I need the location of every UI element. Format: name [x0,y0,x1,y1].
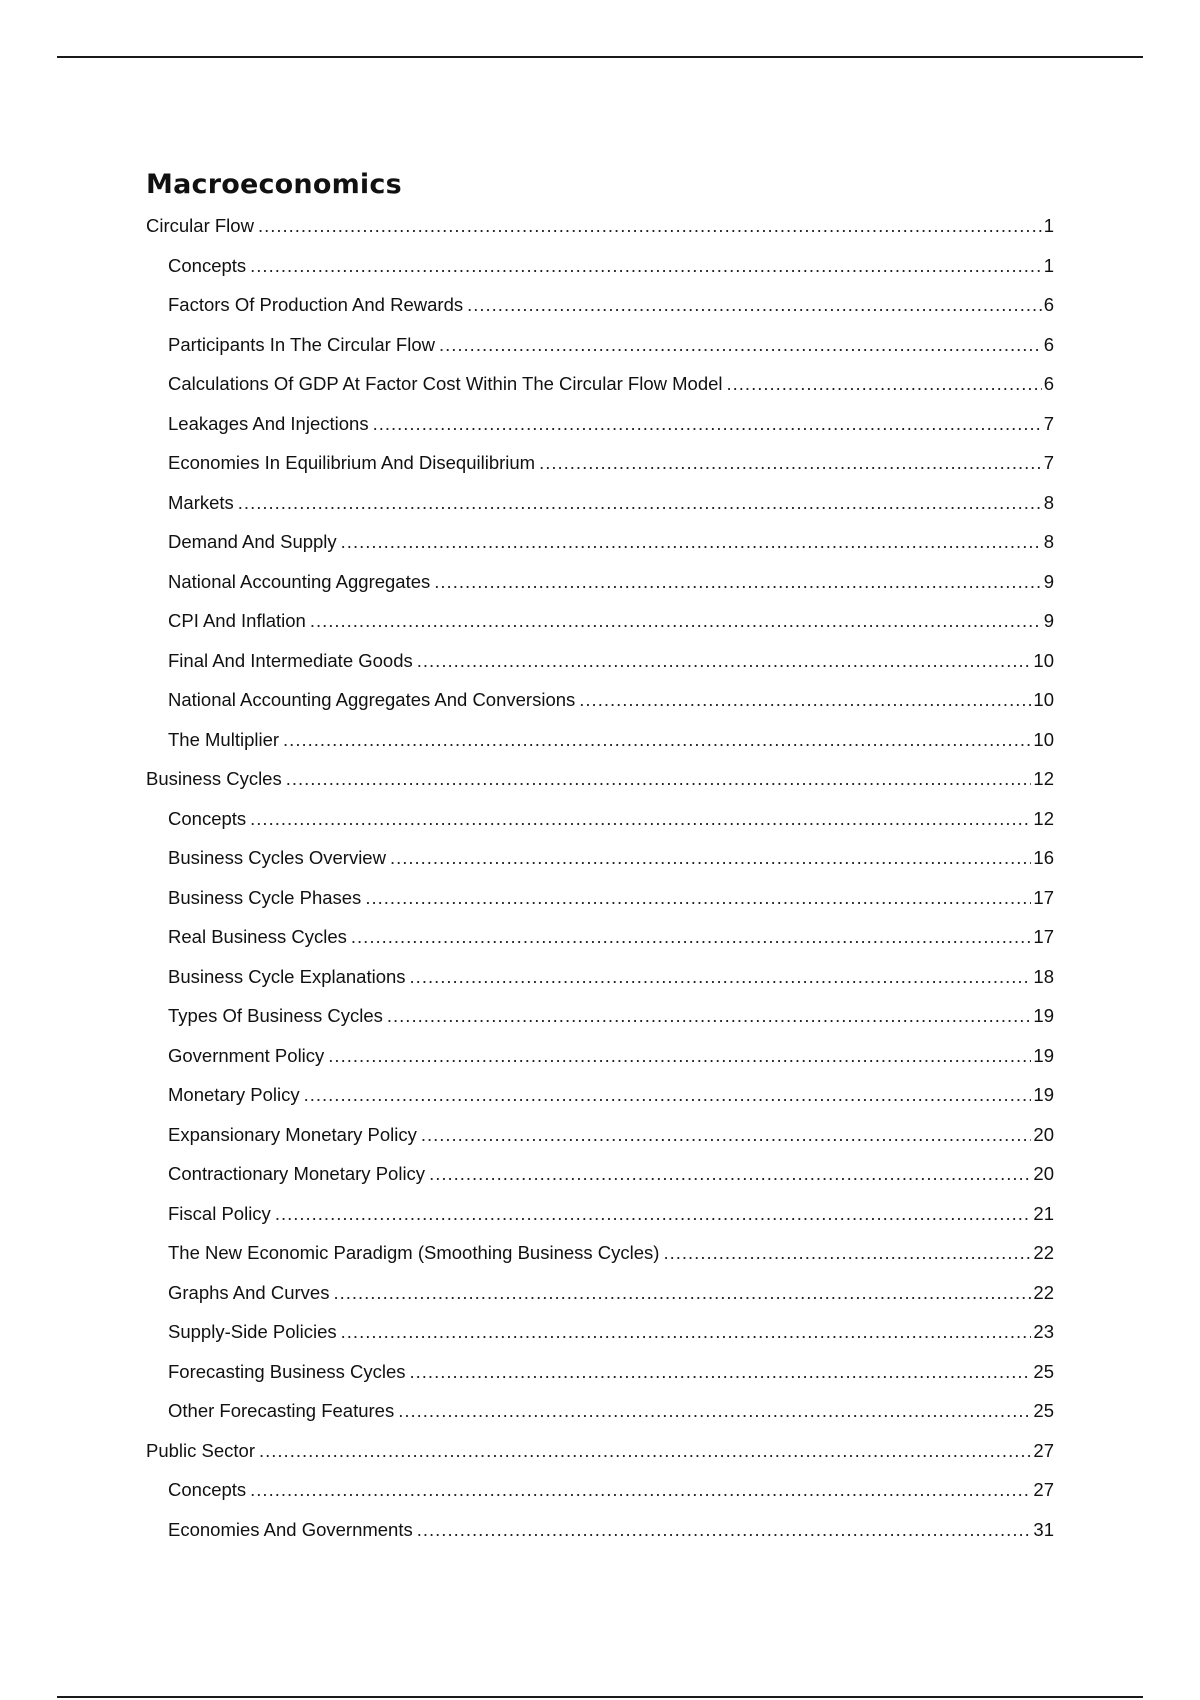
toc-page-number: 25 [1033,1400,1054,1421]
toc-entry-label: Business Cycles Overview [168,847,386,868]
toc-subsection-entry[interactable] [146,1036,1054,1076]
toc-page-number: 16 [1033,847,1054,868]
toc-subsection-entry[interactable] [146,1391,1054,1431]
toc-subsection-entry[interactable] [146,1233,1054,1273]
toc-section-entry[interactable] [146,759,1054,799]
toc-entry-label: Graphs And Curves [168,1281,330,1303]
toc-dot-leader [328,1036,1031,1076]
toc-subsection-entry[interactable] [146,443,1054,483]
toc-dot-leader [304,1075,1032,1115]
toc-subsection-entry[interactable] [146,917,1054,957]
toc-page-number: 10 [1033,689,1054,710]
toc-entry-label: CPI And Inflation [168,610,306,631]
toc-dot-leader [439,325,1042,365]
toc-entry-label: Leakages And Injections [168,412,369,434]
toc-subsection-entry[interactable] [146,1194,1054,1234]
toc-page-number: 27 [1033,1439,1054,1461]
toc-subsection-entry[interactable] [146,1470,1054,1510]
toc-section-entry[interactable] [146,1431,1054,1471]
toc-dot-leader [663,1233,1031,1273]
toc-subsection-entry[interactable] [146,1312,1054,1352]
toc-dot-leader [238,483,1042,523]
toc-entry-label: Other Forecasting Features [168,1400,395,1421]
toc-page-number: 9 [1043,610,1054,631]
toc-subsection-entry[interactable] [146,641,1054,681]
toc-page-number: 8 [1043,491,1054,513]
toc-dot-leader [421,1115,1032,1155]
toc-title: Macroeconomics [146,169,402,200]
toc-entry-label: Business Cycles [146,768,282,789]
toc-entry-label: The New Economic Paradigm (Smoothing Business Cycles) [168,1242,660,1263]
toc-page-number: 7 [1043,452,1054,473]
toc-dot-leader [258,206,1042,246]
toc-entry-label: National Accounting Aggregates [168,570,431,592]
toc-subsection-entry[interactable] [146,562,1054,602]
toc-dot-leader [259,1431,1031,1471]
toc-dot-leader [387,996,1032,1036]
toc-entry-label: Concepts [168,1479,247,1500]
toc-dot-leader [410,957,1032,997]
toc-dot-leader [539,443,1042,483]
toc-dot-leader [417,641,1032,681]
toc-dot-leader [250,799,1031,839]
toc-page-number: 7 [1043,412,1054,434]
toc-entry-label: Monetary Policy [168,1084,300,1105]
toc-subsection-entry[interactable] [146,483,1054,523]
toc-dot-leader [467,285,1042,325]
toc-subsection-entry[interactable] [146,522,1054,562]
toc-entry-label: The Multiplier [168,728,280,750]
toc-entry-label: Forecasting Business Cycles [168,1360,406,1382]
toc-entry-label: Markets [168,491,234,513]
toc-dot-leader [310,601,1042,641]
toc-dot-leader [341,1312,1032,1352]
toc-entry-label: Circular Flow [146,215,254,236]
toc-entry-label: Concepts [168,807,247,829]
toc-dot-leader [365,878,1031,918]
toc-dot-leader [727,364,1042,404]
toc-subsection-entry[interactable] [146,996,1054,1036]
toc-entry-label: National Accounting Aggregates And Conversions [168,689,576,710]
toc-dot-leader [283,720,1031,760]
toc-page-number: 9 [1043,570,1054,592]
toc-subsection-entry[interactable] [146,1115,1054,1155]
toc-subsection-entry[interactable] [146,364,1054,404]
toc-dot-leader [341,522,1042,562]
toc-dot-leader [434,562,1041,602]
toc-dot-leader [398,1391,1031,1431]
toc-subsection-entry[interactable] [146,838,1054,878]
toc-section-entry[interactable] [146,206,1054,246]
toc-page-number: 12 [1033,807,1054,829]
toc-page-number: 31 [1033,1518,1054,1540]
toc-page-number: 22 [1033,1281,1054,1303]
toc-page-number: 6 [1043,294,1054,315]
toc-page-number: 19 [1033,1005,1054,1026]
toc-subsection-entry[interactable] [146,1075,1054,1115]
toc-page-number: 6 [1043,373,1054,394]
toc-subsection-entry[interactable] [146,285,1054,325]
toc-page-number: 1 [1043,215,1054,236]
toc-entry-label: Participants In The Circular Flow [168,333,435,355]
toc-page-number: 27 [1033,1479,1054,1500]
toc-entry-label: Types Of Business Cycles [168,1005,383,1026]
toc-subsection-entry[interactable] [146,325,1054,365]
toc-page-number: 23 [1033,1321,1054,1342]
toc-entry-label: Business Cycle Explanations [168,965,406,987]
toc-dot-leader [333,1273,1031,1313]
footer-rule [57,1696,1143,1698]
toc-subsection-entry[interactable] [146,1510,1054,1550]
header-rule [57,56,1143,58]
toc-entry-label: Supply-Side Policies [168,1321,337,1342]
toc-list [146,206,1054,1549]
toc-entry-label: Business Cycle Phases [168,886,362,908]
toc-subsection-entry[interactable] [146,404,1054,444]
toc-entry-label: Factors Of Production And Rewards [168,294,464,315]
toc-entry-label: Final And Intermediate Goods [168,649,413,671]
toc-dot-leader [351,917,1032,957]
toc-subsection-entry[interactable] [146,601,1054,641]
toc-page-number: 8 [1043,531,1054,552]
toc-page-number: 19 [1033,1084,1054,1105]
toc-dot-leader [390,838,1031,878]
toc-dot-leader [250,1470,1031,1510]
toc-entry-label: Fiscal Policy [168,1202,271,1224]
table-of-contents [146,168,1054,1549]
toc-page-number: 20 [1033,1163,1054,1184]
toc-page-number: 12 [1033,768,1054,789]
toc-page-number: 19 [1033,1044,1054,1066]
toc-entry-label: Concepts [168,254,247,276]
toc-dot-leader [410,1352,1032,1392]
toc-entry-label: Contractionary Monetary Policy [168,1163,426,1184]
toc-entry-label: Economies In Equilibrium And Disequilibrium [168,452,536,473]
toc-dot-leader [579,680,1031,720]
toc-entry-label: Demand And Supply [168,531,337,552]
toc-dot-leader [373,404,1042,444]
toc-page-number: 17 [1033,886,1054,908]
toc-subsection-entry[interactable] [146,720,1054,760]
toc-subsection-entry[interactable] [146,1352,1054,1392]
toc-subsection-entry[interactable] [146,246,1054,286]
toc-page-number: 20 [1033,1123,1054,1145]
toc-dot-leader [286,759,1032,799]
toc-subsection-entry[interactable] [146,799,1054,839]
toc-dot-leader [275,1194,1032,1234]
toc-page-number: 10 [1033,728,1054,750]
toc-page-number: 18 [1033,965,1054,987]
toc-page-number: 25 [1033,1360,1054,1382]
toc-dot-leader [250,246,1042,286]
toc-entry-label: Economies And Governments [168,1518,413,1540]
toc-subsection-entry[interactable] [146,957,1054,997]
toc-page-number: 21 [1033,1202,1054,1224]
toc-subsection-entry[interactable] [146,878,1054,918]
toc-subsection-entry[interactable] [146,680,1054,720]
toc-entry-label: Government Policy [168,1044,325,1066]
toc-page-number: 1 [1043,254,1054,276]
toc-entry-label: Real Business Cycles [168,926,347,947]
toc-entry-label: Expansionary Monetary Policy [168,1123,417,1145]
toc-subsection-entry[interactable] [146,1273,1054,1313]
toc-dot-leader [417,1510,1032,1550]
toc-subsection-entry[interactable] [146,1154,1054,1194]
toc-entry-label: Public Sector [146,1439,255,1461]
toc-page-number: 10 [1033,649,1054,671]
toc-entry-label: Calculations Of GDP At Factor Cost Within The Circular Flow Model [168,373,723,394]
toc-page-number: 22 [1033,1242,1054,1263]
toc-page-number: 6 [1043,333,1054,355]
toc-dot-leader [429,1154,1031,1194]
toc-page-number: 17 [1033,926,1054,947]
